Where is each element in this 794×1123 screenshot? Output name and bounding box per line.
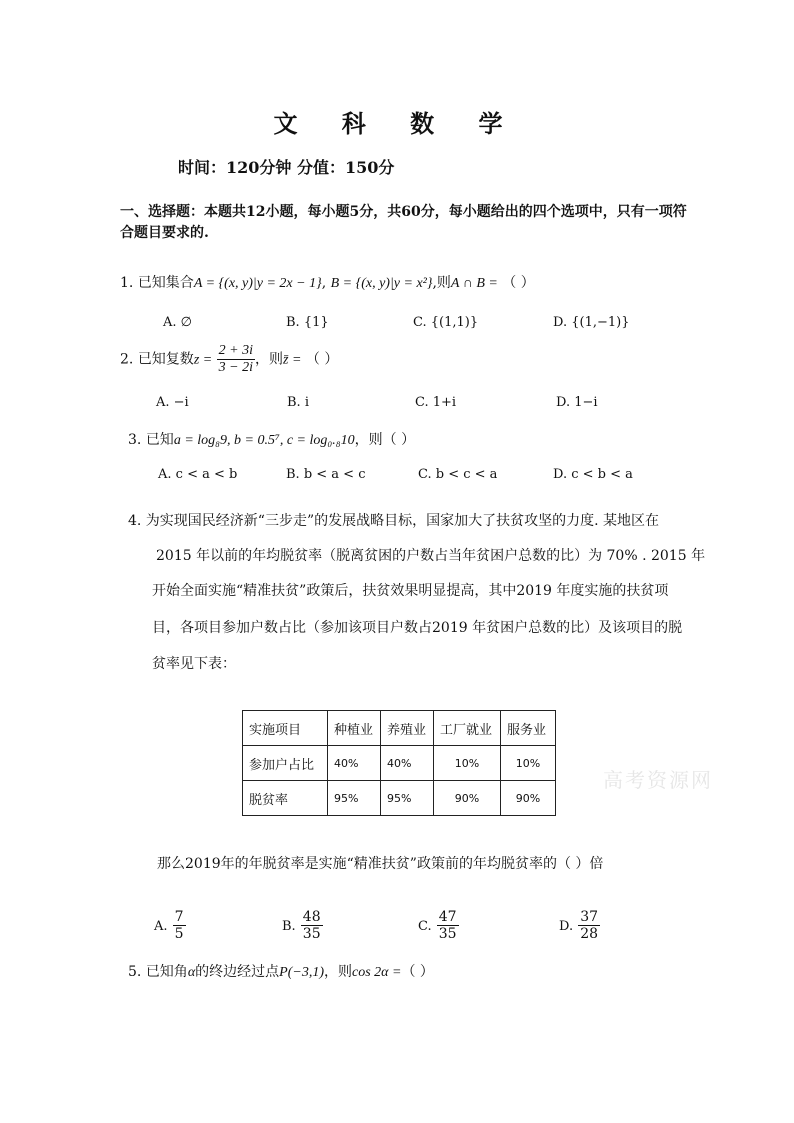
- table-row-label: 脱贫率: [243, 781, 328, 816]
- q1-option-c: C. {(1,1)}: [413, 315, 479, 330]
- fraction-denominator: 5: [174, 926, 184, 943]
- answer-blank: （ ）: [305, 351, 339, 368]
- table-cell: 10%: [434, 746, 501, 781]
- exam-time-score: 时间：120分钟 分值：150分: [178, 158, 395, 177]
- q3-option-d: D. c < b < a: [553, 467, 633, 482]
- question-text: ，则: [324, 964, 352, 980]
- q2-option-a: A. −i: [156, 395, 189, 410]
- question-5: [128, 961, 434, 981]
- question-number: 2.: [120, 351, 134, 368]
- question-4-line5: 贫率见下表：: [152, 656, 236, 672]
- q2-option-d: D. 1−i: [556, 395, 598, 410]
- fraction: [173, 909, 186, 942]
- q4-option-b: [282, 909, 323, 942]
- table-cell: 90%: [434, 781, 501, 816]
- fraction-numerator: 2 + 3i: [217, 343, 255, 360]
- fraction-denominator: 3 − 2i: [218, 360, 254, 376]
- q4-option-d: [559, 909, 600, 942]
- question-text: 已知角: [145, 964, 188, 980]
- table-cell: 95%: [381, 781, 434, 816]
- fraction-denominator: 28: [580, 926, 599, 943]
- question-4-line2: 2015 年以前的年均脱贫率（脱离贫困的户数占当年贫困户总数的比）为 70% . 2015 年: [156, 548, 706, 564]
- math-expression: z =: [193, 352, 213, 368]
- fraction-denominator: 35: [438, 926, 457, 943]
- question-4-line3: 开始全面实施“精准扶贫”政策后，扶贫效果明显提高，其中2019 年度实施的扶贫项: [152, 583, 669, 599]
- question-2: [120, 343, 338, 376]
- q2-option-c: C. 1+i: [415, 395, 457, 410]
- math-expression: cos 2α =: [352, 965, 402, 980]
- option-label: A.: [154, 919, 168, 935]
- q3-option-c: C. b < c < a: [418, 467, 498, 482]
- q1-option-b: B. {1}: [286, 315, 329, 330]
- math-expression: a = log₈9, b = 0.5⁷, c = log₀.₈10: [173, 433, 355, 448]
- answer-blank: （ ）: [401, 964, 434, 980]
- fraction-numerator: 37: [580, 909, 599, 925]
- q3-option-b: B. b < a < c: [286, 467, 366, 482]
- q4-option-a: [154, 909, 186, 942]
- q4-option-c: [418, 909, 459, 942]
- question-number: 5.: [128, 964, 142, 980]
- fraction: [217, 343, 255, 376]
- option-label: D.: [559, 919, 574, 935]
- question-text: ，则（ ）: [354, 432, 416, 448]
- table-header-cell: 养殖业: [381, 711, 434, 746]
- question-number: 1.: [120, 275, 134, 291]
- math-expression: z̄ =: [283, 352, 302, 368]
- answer-blank: （ ）: [502, 275, 535, 291]
- question-text: ，则: [255, 351, 284, 368]
- fraction: [301, 909, 323, 942]
- question-text: 已知: [145, 432, 174, 448]
- option-label: B.: [282, 919, 296, 935]
- table-cell: 95%: [328, 781, 381, 816]
- math-expression: A ∩ B =: [450, 276, 498, 291]
- poverty-table: [242, 710, 556, 816]
- document-title: 文 科 数 学: [273, 109, 521, 138]
- math-alpha: α: [187, 965, 196, 980]
- fraction-denominator: 35: [302, 926, 321, 943]
- question-text: 已知集合: [137, 275, 194, 291]
- table-header-cell: 工厂就业: [434, 711, 501, 746]
- table-cell: 40%: [381, 746, 434, 781]
- table-cell: 40%: [328, 746, 381, 781]
- question-3: [128, 429, 415, 449]
- table-row: [243, 781, 556, 816]
- question-text: 已知复数: [137, 351, 194, 368]
- question-number: 3.: [128, 432, 142, 448]
- q1-option-a: A. ∅: [163, 315, 192, 330]
- q1-option-d: D. {(1,−1)}: [553, 315, 630, 330]
- section-heading-line1: 一、选择题：本题共12小题，每小题5分，共60分，每小题给出的四个选项中，只有一项符: [120, 204, 687, 220]
- table-header-cell: 实施项目: [243, 711, 328, 746]
- watermark: 高考资源网: [603, 768, 713, 792]
- fraction-numerator: 48: [302, 909, 321, 925]
- fraction: [437, 909, 459, 942]
- math-set-a: A = {(x, y)|y = 2x − 1}: [193, 276, 322, 291]
- table-header-cell: 种植业: [328, 711, 381, 746]
- question-text: 的终边经过点: [195, 964, 280, 980]
- math-point: P(−3,1): [279, 965, 324, 980]
- fraction: [578, 909, 600, 942]
- question-4-line4: 目，各项目参加户数占比（参加该项目户数占2019 年贫困户总数的比）及该项目的脱: [152, 620, 683, 636]
- fraction-numerator: 7: [174, 909, 184, 925]
- question-4-line1: 4. 为实现国民经济新“三步走”的发展战略目标，国家加大了扶贫攻坚的力度. 某地区在: [128, 513, 660, 529]
- table-row-label: 参加户占比: [243, 746, 328, 781]
- fraction-numerator: 47: [438, 909, 457, 925]
- math-set-b: B = {(x, y)|y = x²}: [330, 276, 433, 291]
- table-row: [243, 746, 556, 781]
- section-heading-line2: 合题目要求的.: [120, 225, 209, 241]
- table-cell: 10%: [501, 746, 556, 781]
- table-header-cell: 服务业: [501, 711, 556, 746]
- table-header-row: [243, 711, 556, 746]
- table-cell: 90%: [501, 781, 556, 816]
- question-4-prompt: 那么2019年的年脱贫率是实施“精准扶贫”政策前的年均脱贫率的（ ）倍: [157, 856, 604, 872]
- q3-option-a: A. c < a < b: [158, 467, 238, 482]
- option-label: C.: [418, 919, 432, 935]
- q2-option-b: B. i: [287, 395, 309, 410]
- question-1: 1. 已知集合A = {(x, y)|y = 2x − 1}, B = {(x, y)|y = x²},则A ∩ B = （ ）: [120, 275, 535, 291]
- question-text: ,则: [432, 275, 451, 291]
